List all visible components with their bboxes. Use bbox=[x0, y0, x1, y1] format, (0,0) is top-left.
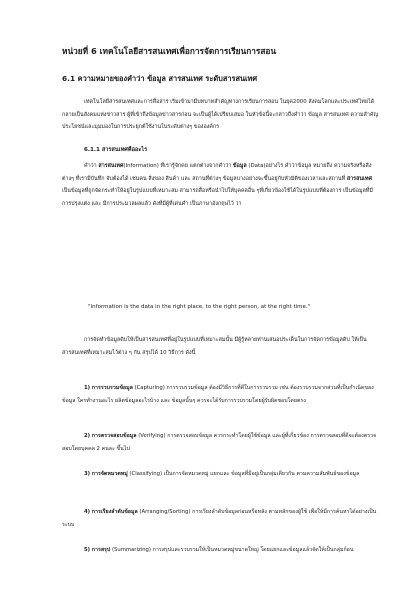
para1-post: เป็นข้อมูลที่ถูกจัดกระทำให้อยู่ในรูปแบบที่เหมาะสม สามารถสื่อหรือนำไปให้บุคคลอื่น ๆที่เกี่ยวข้องใช้ได้ในรูปแบบที่ต้องการ เป็นข้อมูลที่มีการปรุงแต่ง และ มีการประมวลผลแล้ว ดังที่มีผู้ที่เด่นคำ เป็นภาษาอังกฤษไว้ ว่า bbox=[62, 188, 373, 207]
method-text: (Arranging/Sorting) การเรียงลำดับข้อมูลก่อนหรือหลัง ตามหลักของผู้ใช้ เพื่อให้มีการค้นหาได้อย่างเป็นระบบ bbox=[62, 509, 377, 528]
method-keyword: การรวบรวมข้อมูล bbox=[91, 385, 133, 391]
method-number: 3) bbox=[84, 471, 91, 477]
method-keyword: การสรุป bbox=[91, 547, 111, 553]
keyword-data: ข้อมูล bbox=[232, 163, 247, 169]
method-text: (Verifying) การตรวจสอบข้อมูล ควรกระทำโดยผู้ใช้ข้อมูล และผู้ที่เกี่ยวข้อง การตรวจสอบที่ดีจะต้องตรวจสอบโดยบุคคล 2 คนละ ขึ้นไป bbox=[62, 433, 377, 452]
intro-paragraph: เทคโนโลยีสารสนเทศและการสื่อสาร เริ่มเข้ามามีบทบาทสำคัญทางการเรียนการสอน ในยุค2000 สังคมโลกและประเทศไทยได้กลายเป็นสังคมแห่งข่าวสาร ผู้ที่เข้าถึงข้อมูลข่าวสารก่อน จะเป็นผู้ได้เปรียบเสมอ ในหัวข้อนี้จะกล่าวถึงคำว่า ข้อมูล สารสนเทศ ความสำคัญ ประโยชน์และมุมมองในการประยุกต์ใช้งานในระดับต่างๆ ขององค์กร bbox=[62, 99, 379, 130]
method-number: 2) bbox=[84, 433, 91, 439]
method-number: 5) bbox=[84, 547, 91, 553]
subsection-heading: 6.1.1 สารสนเทศคืออะไร bbox=[84, 147, 148, 153]
chapter-title: หน่วยที่ 6 เทคโนโลยีสารสนเทศเพื่อการจัดการเรียนการสอน bbox=[62, 46, 277, 56]
information-quote: "Information is the data in the right place, to the right person, at the right time." bbox=[88, 304, 311, 310]
para1-mid1: (Information) ที่เรารู้จักคย แตกต่างจากคำว่า bbox=[123, 163, 233, 169]
method-text: (Capturing) การรวบรวมข้อมูล ต้องมีวิธีการที่ดีในการรวบรวม เช่น ต้องรวบรวมจากส่วนที่เป็นกำเนิดของข้อมูล ใครทำงานอะไร ผลิตข้อมูลอะไรบ้าง และ ข้อมูลนั้นๆ ควรจะได้รับการรวบรวมโดยผู้รับผิดชอบโดยตรง bbox=[62, 385, 374, 404]
para1-mid2: (Data)อย่างไร คำว่าข้อมูล หมายถึง ความจริงหรือสิ่งต่างๆ ที่เรามีบันทึก จับต้องได้ เช่นคน สิ่งของ สินค้า และ สถานที่ต่างๆ ข้อมูลบางอย่างจะขึ้นอยู่กับหัวมิติของเวลาและสถานที่ bbox=[62, 163, 372, 182]
method-keyword: การจัดหมวดหมู่ bbox=[91, 471, 128, 477]
method-item-2 bbox=[62, 430, 380, 455]
method-item-5 bbox=[62, 544, 380, 557]
definition-paragraph bbox=[62, 160, 380, 210]
method-text: (Summarizing) การสรุปและรวบรวมให้เป็นหมวดหมู่ขนาดใหญ่ โดยแยกและข้อมูลแล้วจัดให้เป็นกลุ่มก้อน bbox=[110, 547, 354, 553]
keyword-information: สารสนเทศ bbox=[98, 163, 124, 169]
section-heading: 6.1 ความหมายของคำว่า ข้อมูล สารสนเทศ ระดับสารสนเทศ bbox=[62, 74, 258, 83]
method-text: (Classifying) เป็นการจัดหมวดหมู่ แยกและ ข้อมูลที่มีอยู่เป็นกลุ่มเดียวกัน ตามความสัมพันธ์ของข้อมูล bbox=[127, 471, 360, 477]
method-item-3 bbox=[62, 468, 380, 481]
method-item-4 bbox=[62, 506, 380, 531]
method-number: 4) bbox=[84, 509, 91, 515]
method-keyword: การตรวจสอบข้อมูล bbox=[91, 433, 137, 439]
keyword-information-2: สารสนเทศ bbox=[346, 175, 372, 182]
methods-intro-paragraph: การจัดทำข้อมูลดิบให้เป็นสารสนเทศที่อยู่ในรูปแบบที่เหมาะสมนั้น มีผู้รู้หลายท่านเสนอประเด็นในการจัดการข้อมูลดิบ ให้เป็นสารสนเทศที่เหมาะสมไว้ต่าง ๆ กัน สรุปได้ 10 วิธีการ ดังนี้ bbox=[62, 337, 367, 356]
para1-pre: คำว่า bbox=[84, 163, 99, 169]
method-keyword: การเรียงลำดับข้อมูล bbox=[91, 509, 138, 515]
method-item-1 bbox=[62, 382, 380, 407]
method-number: 1) bbox=[84, 385, 91, 391]
